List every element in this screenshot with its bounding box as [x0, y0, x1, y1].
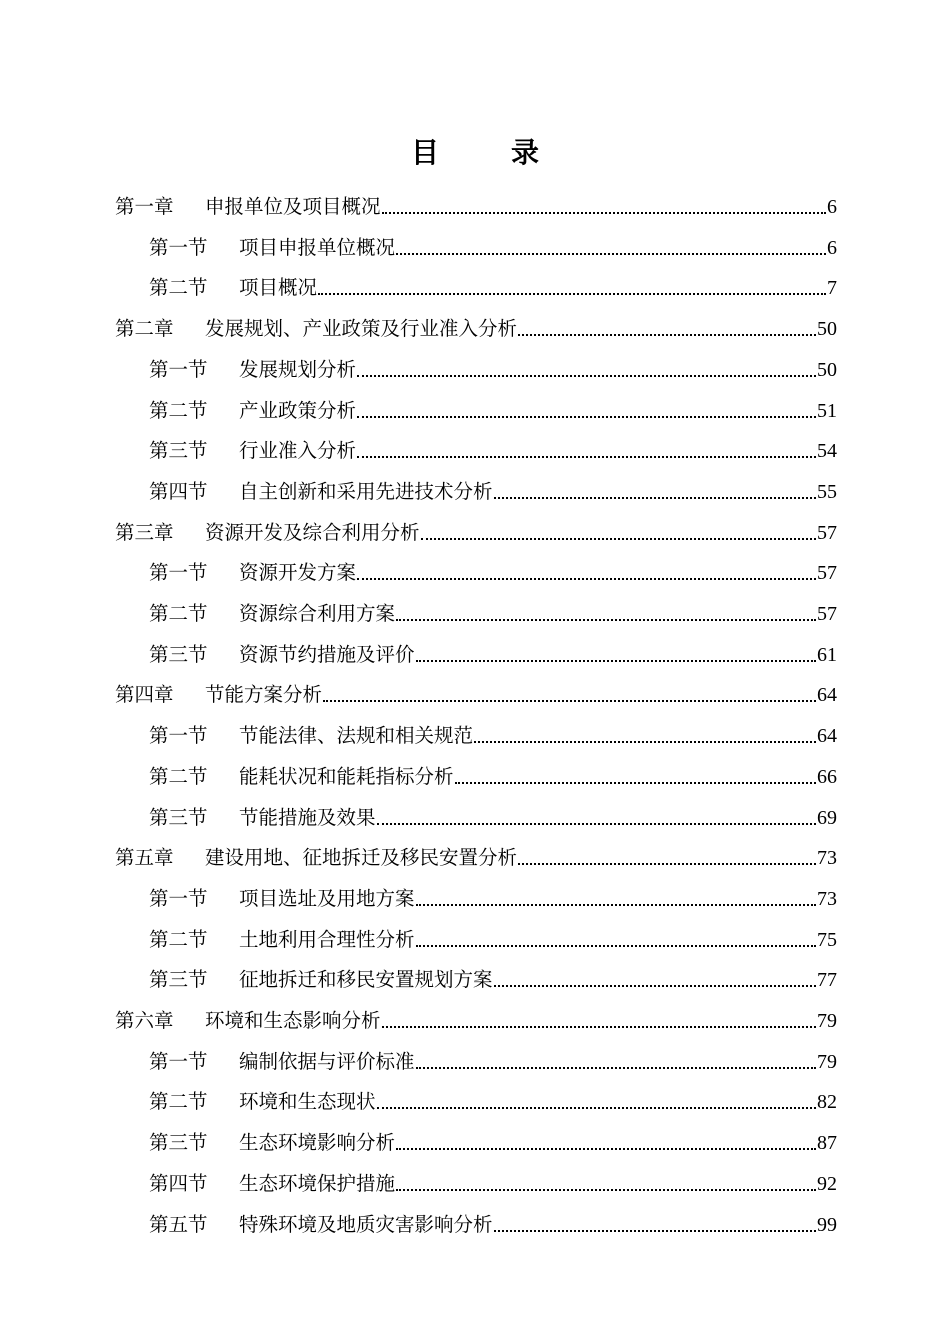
toc-entry-label	[149, 927, 415, 953]
toc-title: 目 录	[410, 136, 561, 169]
toc-section-entry[interactable]	[149, 546, 837, 586]
toc-entry-text: 申报单位及项目概况	[205, 195, 381, 218]
toc-entry-text: 能耗状况和能耗指标分析	[239, 764, 454, 788]
toc-page-number: 7	[827, 277, 837, 300]
toc-entry-number: 第四节	[149, 1171, 208, 1195]
toc-entry-text: 节能措施及效果	[239, 805, 376, 829]
toc-entry-label	[115, 520, 420, 546]
toc-entry-label	[149, 601, 395, 627]
toc-page-number: 79	[817, 1010, 837, 1032]
toc-section-entry[interactable]	[149, 913, 837, 953]
toc-entry-text: 环境和生态现状	[239, 1090, 376, 1114]
toc-entry-label	[149, 1212, 493, 1238]
toc-section-entry[interactable]	[149, 872, 837, 912]
toc-section-entry[interactable]	[149, 1198, 837, 1238]
dot-leader	[396, 1148, 816, 1150]
dot-leader	[357, 416, 816, 418]
dot-leader	[416, 945, 816, 947]
toc-section-entry[interactable]	[149, 709, 837, 749]
dot-leader	[416, 660, 816, 662]
toc-entry-text: 项目选址及用地方案	[239, 886, 415, 910]
toc-page-number: 6	[827, 236, 837, 259]
toc-chapter-entry[interactable]	[115, 831, 837, 871]
toc-entry-label	[149, 357, 356, 383]
toc-entry-number: 第一节	[149, 886, 208, 910]
toc-entry-text: 征地拆迁和移民安置规划方案	[239, 968, 493, 992]
dot-leader	[357, 456, 816, 458]
toc-entry-text: 建设用地、征地拆迁及移民安置分析	[205, 846, 518, 870]
toc-chapter-entry[interactable]	[115, 180, 837, 220]
toc-page-number: 51	[817, 399, 837, 422]
toc-entry-label	[149, 1171, 395, 1197]
dot-leader	[494, 497, 816, 499]
toc-entry-text: 生态环境影响分析	[239, 1131, 396, 1155]
dot-leader	[377, 1107, 816, 1109]
toc-entry-text: 发展规划分析	[239, 357, 357, 381]
toc-section-entry[interactable]	[149, 1157, 837, 1197]
toc-page-number: 73	[817, 847, 837, 870]
dot-leader	[494, 985, 816, 987]
toc-entry-text: 环境和生态影响分析	[205, 1009, 381, 1032]
toc-section-entry[interactable]	[149, 750, 837, 790]
toc-chapter-entry[interactable]	[115, 994, 837, 1034]
toc-entry-number: 第三节	[149, 1131, 208, 1155]
dot-leader	[357, 375, 816, 377]
toc-entry-text: 产业政策分析	[239, 398, 357, 422]
toc-entry-number: 第二节	[149, 927, 208, 951]
toc-entry-number: 第二节	[149, 1090, 208, 1114]
toc-entry-label	[149, 1130, 395, 1156]
toc-entry-number: 第二节	[149, 602, 208, 625]
dot-leader	[323, 700, 816, 702]
toc-entry-text: 资源开发及综合利用分析	[205, 520, 420, 544]
toc-page-number: 82	[817, 1091, 837, 1114]
toc-entry-text: 特殊环境及地质灾害影响分析	[239, 1212, 493, 1236]
dot-leader	[518, 334, 816, 336]
toc-entry-text: 土地利用合理性分析	[239, 927, 415, 951]
toc-entry-number: 第二节	[149, 764, 208, 788]
toc-entry-number: 第一章	[115, 195, 174, 218]
toc-page-number: 57	[817, 562, 837, 585]
toc-entry-label	[149, 398, 356, 424]
dot-leader	[474, 741, 816, 743]
dot-leader	[421, 538, 816, 540]
toc-section-entry[interactable]	[149, 343, 837, 383]
toc-entry-label	[149, 723, 473, 749]
dot-leader	[377, 823, 816, 825]
toc-entry-number: 第一节	[149, 235, 208, 259]
toc-entry-label	[115, 845, 517, 871]
toc-chapter-entry[interactable]	[115, 506, 837, 546]
toc-section-entry[interactable]	[149, 791, 837, 831]
toc-entry-number: 第四节	[149, 479, 208, 503]
toc-entry-text: 资源节约措施及评价	[239, 642, 415, 666]
dot-leader	[396, 1189, 816, 1191]
dot-leader	[494, 1230, 816, 1232]
toc-section-entry[interactable]	[149, 424, 837, 464]
toc-entry-text: 行业准入分析	[239, 439, 357, 463]
toc-entry-label	[115, 316, 517, 342]
toc-entry-label	[149, 1049, 415, 1075]
toc-section-entry[interactable]	[149, 261, 837, 301]
toc-page-number: 66	[817, 765, 837, 788]
toc-entry-number: 第二章	[115, 317, 174, 341]
toc-section-entry[interactable]	[149, 953, 837, 993]
toc-page-number: 57	[817, 603, 837, 625]
toc-page-number: 50	[817, 318, 837, 341]
toc-entry-number: 第三节	[149, 642, 208, 666]
toc-page-number: 54	[817, 440, 837, 463]
toc-entry-label	[149, 1089, 376, 1115]
dot-leader	[382, 212, 826, 214]
toc-page-number: 77	[817, 969, 837, 992]
dot-leader	[318, 293, 826, 295]
toc-entry-number: 第二节	[149, 276, 208, 300]
toc-section-entry[interactable]	[149, 1075, 837, 1115]
toc-entry-number: 第五章	[115, 846, 174, 870]
toc-entry-number: 第二节	[149, 398, 208, 422]
toc-page-number: 75	[817, 928, 837, 951]
toc-entry-label	[149, 479, 493, 505]
toc-entry-text: 项目概况	[239, 276, 318, 300]
toc-page-number: 64	[817, 684, 837, 707]
toc-page-number: 57	[817, 521, 837, 544]
toc-entry-number: 第一节	[149, 724, 208, 748]
toc-entry-number: 第六章	[115, 1009, 174, 1032]
toc-chapter-entry[interactable]	[115, 668, 837, 708]
toc-entry-number: 第四章	[115, 683, 174, 707]
toc-section-entry[interactable]	[149, 1035, 837, 1075]
toc-entry-label	[149, 967, 493, 993]
toc-entry-label	[149, 764, 454, 790]
dot-leader	[416, 1067, 816, 1069]
toc-entry-label	[115, 194, 381, 220]
toc-entry-number: 第三章	[115, 520, 174, 544]
dot-leader	[396, 253, 826, 255]
toc-entry-text: 节能法律、法规和相关规范	[239, 724, 474, 748]
toc-page-number: 79	[817, 1050, 837, 1073]
toc-section-entry[interactable]	[149, 465, 837, 505]
toc-entry-label	[115, 1008, 381, 1034]
toc-chapter-entry[interactable]	[115, 302, 837, 342]
toc-entry-text: 自主创新和采用先进技术分析	[239, 479, 493, 503]
toc-entry-text: 生态环境保护措施	[239, 1171, 396, 1195]
dot-leader	[396, 619, 816, 621]
toc-entry-label	[149, 235, 395, 261]
toc-entry-label	[149, 642, 415, 668]
dot-leader	[416, 904, 816, 906]
toc-page-number: 64	[817, 725, 837, 748]
toc-page-number: 6	[827, 196, 837, 218]
toc-entry-label	[149, 805, 376, 831]
toc-entry-label	[115, 682, 322, 708]
toc-entry-text: 发展规划、产业政策及行业准入分析	[205, 317, 518, 341]
toc-page-number: 92	[817, 1172, 837, 1195]
toc-section-entry[interactable]	[149, 1116, 837, 1156]
toc-page-number: 87	[817, 1132, 837, 1155]
toc-section-entry[interactable]	[149, 628, 837, 668]
toc-entry-number: 第三节	[149, 805, 208, 829]
toc-entry-number: 第一节	[149, 561, 208, 585]
toc-entry-text: 节能方案分析	[205, 683, 323, 707]
toc-entry-text: 项目申报单位概况	[239, 235, 396, 259]
toc-entry-label	[149, 438, 356, 464]
toc-entry-number: 第三节	[149, 439, 208, 463]
toc-section-entry[interactable]	[149, 587, 837, 627]
dot-leader	[455, 782, 816, 784]
toc-section-entry[interactable]	[149, 221, 837, 261]
toc-page-number: 73	[817, 887, 837, 910]
toc-entry-label	[149, 886, 415, 912]
toc-entry-label	[149, 275, 317, 301]
toc-page-number: 55	[817, 480, 837, 503]
dot-leader	[518, 863, 816, 865]
toc-section-entry[interactable]	[149, 384, 837, 424]
dot-leader	[382, 1026, 816, 1028]
toc-page-number: 61	[817, 643, 837, 666]
dot-leader	[357, 578, 816, 580]
toc-entry-number: 第三节	[149, 968, 208, 992]
toc-entry-text: 资源开发方案	[239, 561, 357, 585]
toc-page-number: 50	[817, 358, 837, 381]
toc-entry-number: 第五节	[149, 1212, 208, 1236]
toc-entry-number: 第一节	[149, 357, 208, 381]
toc-entry-number: 第一节	[149, 1049, 208, 1073]
toc-page-number: 69	[817, 806, 837, 829]
toc-entry-label	[149, 560, 356, 586]
toc-page-number: 99	[817, 1213, 837, 1236]
toc-entry-text: 资源综合利用方案	[239, 602, 396, 625]
toc-entry-text: 编制依据与评价标准	[239, 1049, 415, 1073]
